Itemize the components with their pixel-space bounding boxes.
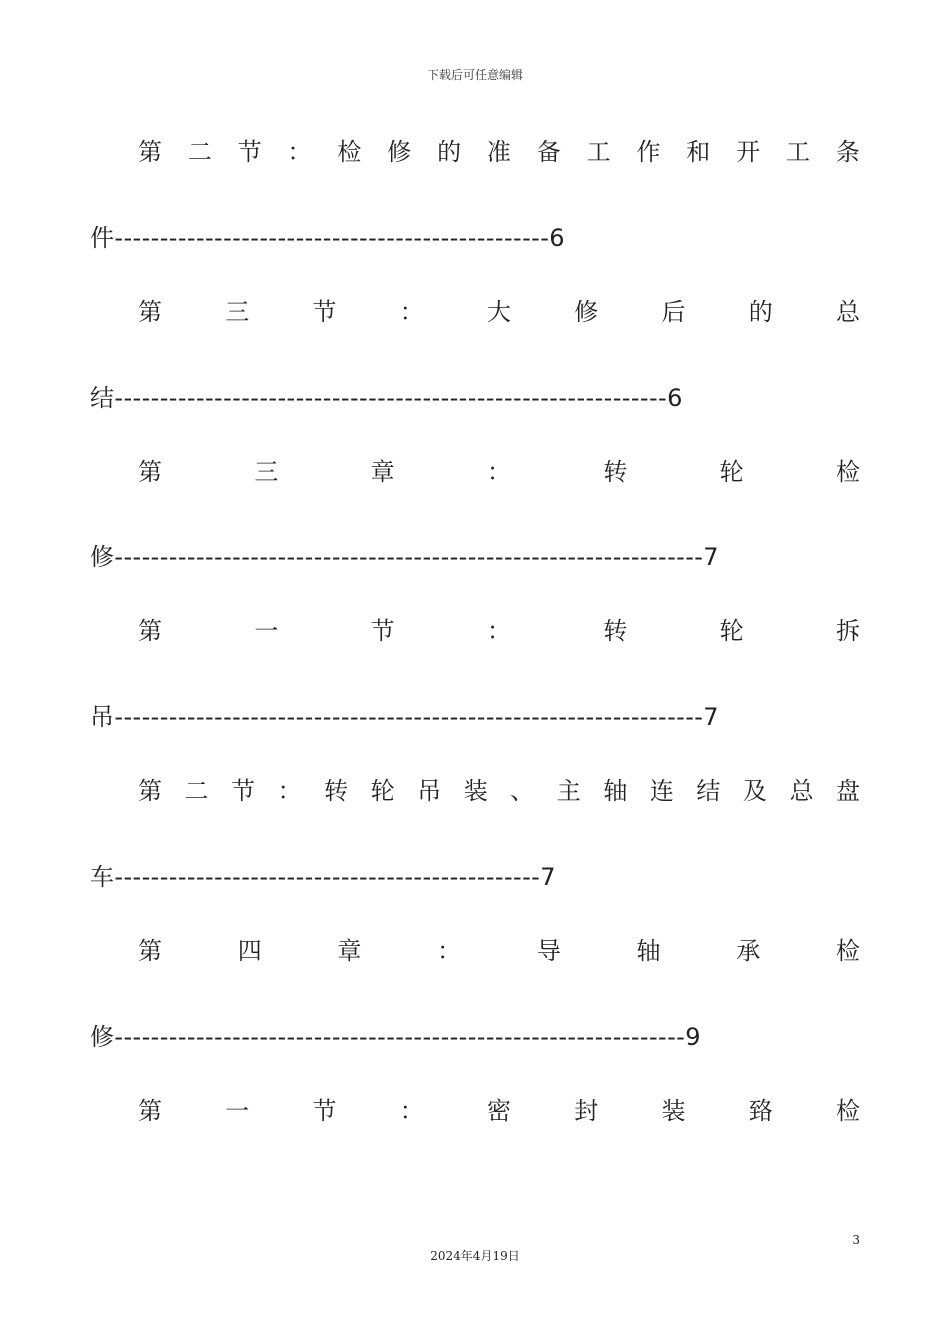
title-char: ： [399,1097,424,1125]
title-char: ： [486,617,511,645]
title-char: 检 [337,138,362,166]
title-char: 臵 [748,1097,773,1125]
title-char: 转 [603,617,628,645]
title-char: 修 [387,138,412,166]
title-char: 工 [785,138,810,166]
title-char: 第 [138,298,162,326]
title-char: 轴 [636,937,661,965]
title-char: 大 [487,298,511,326]
title-char: 的 [748,298,773,326]
toc-entry-title [138,615,860,647]
title-char: 盘 [835,777,860,805]
title-char: 及 [742,777,767,805]
title-char: 节 [370,617,395,645]
title-char: 修 [574,298,599,326]
title-char: 后 [661,298,686,326]
toc-entry-leader[interactable]: 件------------------------------------------------6 [90,224,565,252]
title-char: 结 [696,777,721,805]
title-char: 第 [138,458,162,486]
title-char: 封 [574,1097,599,1125]
title-char: 转 [324,777,349,805]
title-char: ： [437,937,462,965]
toc-entry-title [138,1095,860,1127]
toc-entry-title [138,935,860,967]
title-char: 连 [649,777,674,805]
title-char: 二 [184,777,209,805]
title-char: 轮 [719,617,744,645]
page-number: 3 [852,1233,860,1247]
title-char: 密 [487,1097,511,1125]
toc-entry-title [138,296,860,328]
title-char: 节 [312,298,337,326]
title-char: 准 [486,138,511,166]
title-char: 节 [231,777,256,805]
title-char: 、 [510,777,535,805]
title-char: 装 [661,1097,686,1125]
toc-entry-title [138,775,860,807]
title-char: 章 [370,458,395,486]
title-char: 一 [225,1097,250,1125]
title-char: ： [399,298,424,326]
toc-entry-leader[interactable]: 吊-----------------------------------------------------------------7 [90,703,719,731]
toc-entry-leader[interactable]: 修-----------------------------------------------------------------7 [90,543,719,571]
title-char: 第 [138,777,162,805]
title-char: 轮 [719,458,744,486]
title-char: 轴 [603,777,628,805]
title-char: 第 [138,1097,162,1125]
page-footer-date: 2024年4月19日 [430,1249,520,1263]
page-header: 下载后可任意编辑 [426,68,523,82]
toc-entry-leader[interactable]: 修---------------------------------------------------------------9 [90,1023,701,1051]
title-char: 检 [835,937,860,965]
title-char: 条 [835,138,860,166]
title-char: 导 [536,937,561,965]
title-char: 主 [556,777,581,805]
title-char: 三 [254,458,279,486]
toc-entry-title [138,456,860,488]
title-char: 吊 [417,777,442,805]
title-char: 轮 [370,777,395,805]
title-char: 第 [138,138,162,166]
title-char: 四 [237,937,262,965]
title-char: ： [287,138,312,166]
title-char: 检 [835,458,860,486]
title-char: 第 [138,937,162,965]
title-char: 工 [586,138,611,166]
title-char: 作 [636,138,661,166]
title-char: 装 [463,777,488,805]
title-char: 检 [836,1097,860,1125]
title-char: 三 [225,298,250,326]
toc-entry-leader[interactable]: 车-----------------------------------------------7 [90,863,556,891]
title-char: 备 [536,138,561,166]
title-char: 转 [603,458,628,486]
title-char: 节 [312,1097,337,1125]
title-char: 总 [836,298,860,326]
title-char: 总 [789,777,814,805]
title-char: 一 [254,617,279,645]
toc-entry-title [138,136,860,168]
title-char: 二 [187,138,212,166]
title-char: ： [486,458,511,486]
title-char: 承 [736,937,761,965]
title-char: 拆 [835,617,860,645]
title-char: ： [277,777,302,805]
title-char: 的 [437,138,462,166]
title-char: 和 [686,138,711,166]
title-char: 章 [337,937,362,965]
title-char: 开 [736,138,761,166]
toc-entry-leader[interactable]: 结-------------------------------------------------------------6 [90,384,683,412]
title-char: 节 [237,138,262,166]
title-char: 第 [138,617,162,645]
